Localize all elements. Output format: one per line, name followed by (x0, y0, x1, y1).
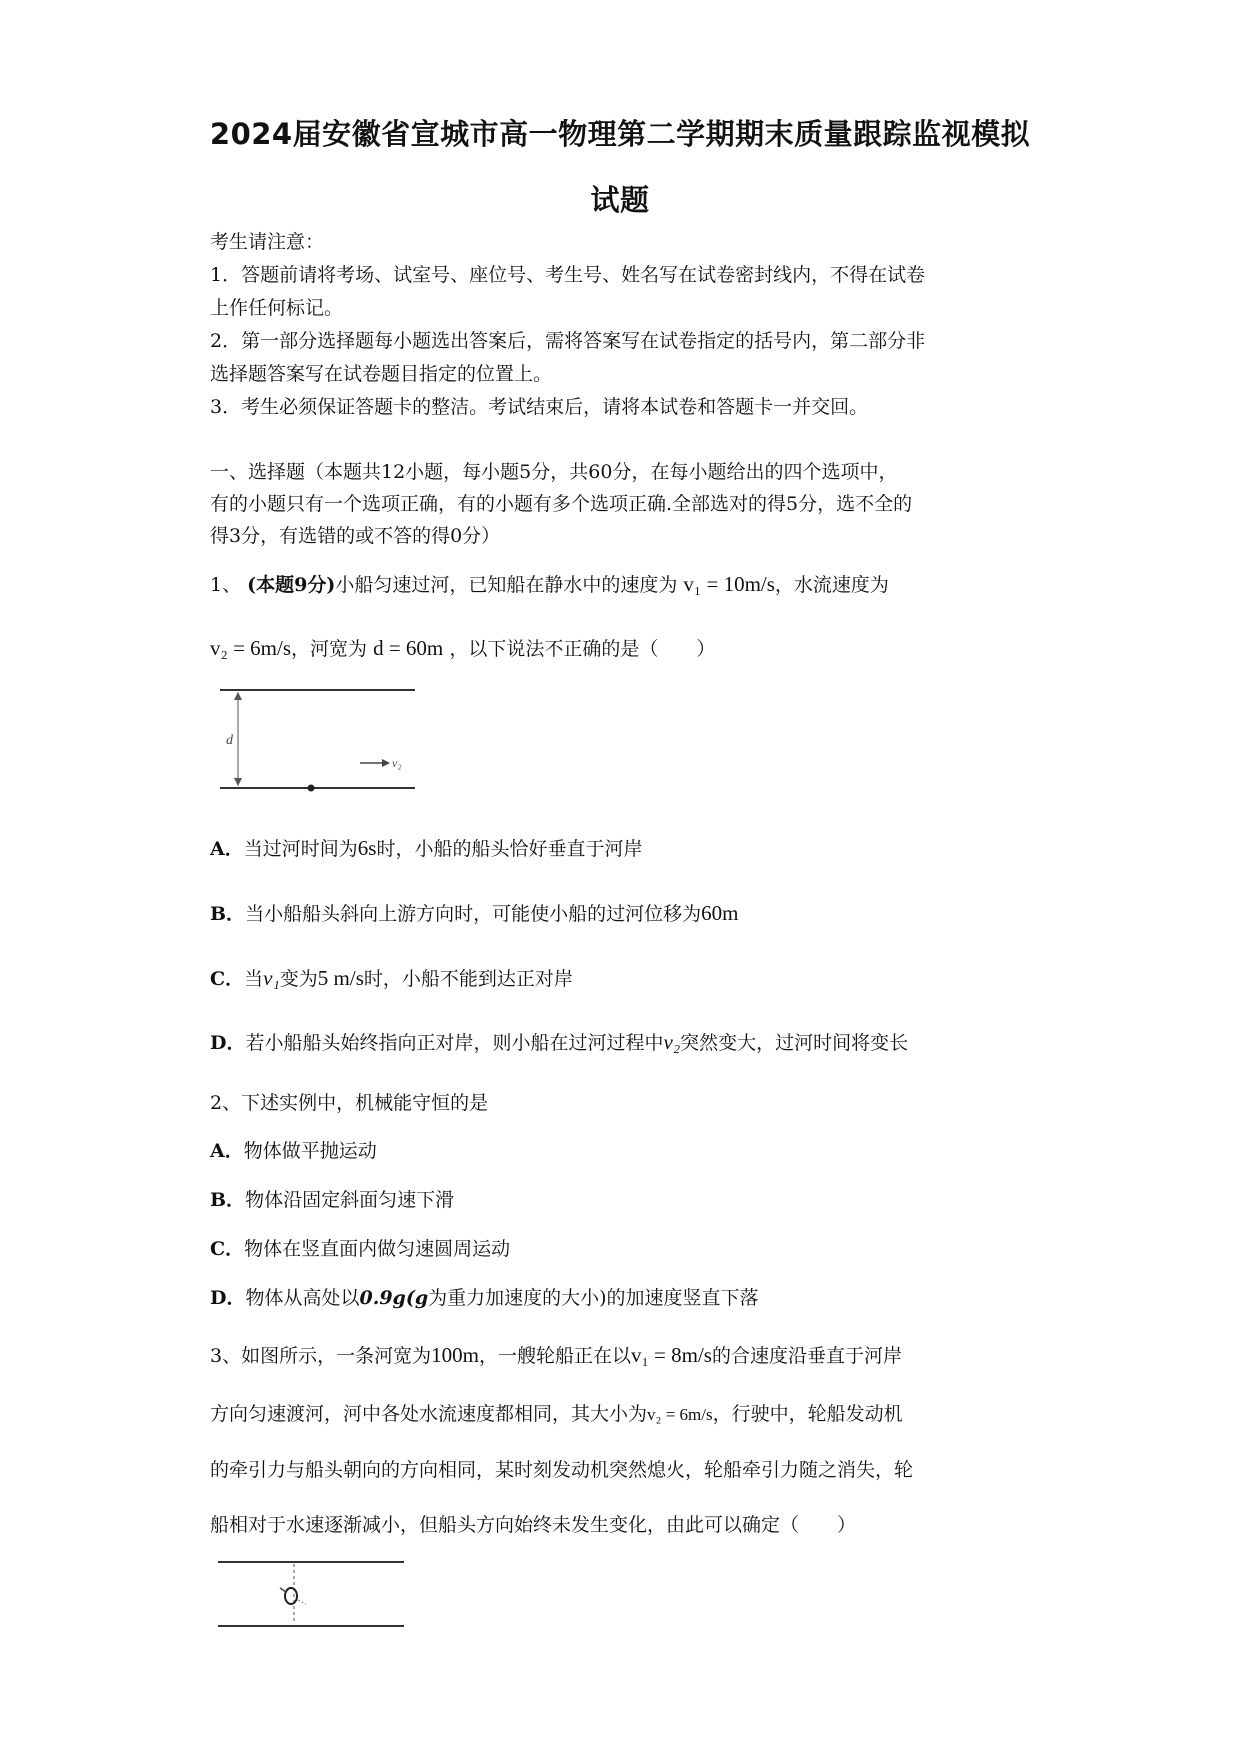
q1-text-end: ，水流速度为 (774, 574, 889, 596)
q2-d-text1: 物体从高处以 (245, 1287, 360, 1309)
q3-boat-icon (285, 1588, 297, 1604)
q1-d-text2: 突然变大，过河时间将变长 (680, 1032, 909, 1054)
q3-l1-a: 3、如图所示，一条河宽为 (210, 1345, 432, 1367)
q1-c-math: 5 m/s (317, 966, 364, 990)
q3-l2-a: 方向匀速渡河，河中各处水流速度都相同，其大小为 (210, 1403, 648, 1425)
q2-c-label: C． (210, 1238, 245, 1260)
q1-boat-dot (308, 785, 315, 792)
q2-option-c (210, 1237, 510, 1261)
q2-d-text2: 为重力加速度的大小)的加速度竖直下落 (428, 1287, 759, 1309)
q1-v2: v₂ = 6m/s (210, 636, 292, 660)
q3-l1-b: ，一艘轮船正在以 (478, 1345, 631, 1367)
q2-b-label: B． (210, 1189, 246, 1211)
q3-river-figure (210, 1548, 410, 1638)
q1-stem-line1 (210, 572, 889, 597)
q3-stem-line1 (210, 1343, 902, 1368)
q1-c-text1: 当 (244, 968, 264, 990)
q1-a-math: 6s (357, 836, 377, 860)
q1-v1: v₁ = 10m/s (683, 572, 775, 596)
q3-l1-c: 的合速度沿垂直于河岸 (711, 1345, 902, 1367)
notice-3: 3．考生必须保证答题卡的整洁。考试结束后，请将本试卷和答题卡一并交回。 (210, 396, 869, 418)
q3-stem-line4: 船相对于水速逐渐减小，但船头方向始终未发生变化，由此可以确定（ ） (210, 1514, 857, 1536)
q1-c-text2: 变为 (279, 968, 318, 990)
q1-d-label: D． (210, 1032, 246, 1054)
q2-option-b (210, 1188, 454, 1212)
q1-mid: ，河宽为 (291, 638, 368, 660)
q2-d-bold: 0.9g(g (359, 1287, 429, 1309)
q1-c-text3: 时，小船不能到达正对岸 (363, 968, 573, 990)
q1-points: (本题9分) (247, 574, 336, 596)
q2-b-text: 物体沿固定斜面匀速下滑 (245, 1189, 455, 1211)
section-heading-a: 一、选择题（本题共12小题，每小题5分，共60分，在每小题给出的四个选项中， (210, 461, 898, 483)
q1-c-v1: v₁ (263, 966, 280, 990)
q1-b-label: B． (210, 903, 246, 925)
q1-option-d (210, 1030, 908, 1055)
q2-d-label: D． (210, 1287, 246, 1309)
q2-option-d (210, 1286, 759, 1310)
doc-title-line1: 2024届安徽省宣城市高一物理第二学期期末质量跟踪监视模拟 (209, 117, 1031, 151)
q2-c-text: 物体在竖直面内做匀速圆周运动 (244, 1238, 511, 1260)
q3-l2-b: ，行驶中，轮船发动机 (712, 1403, 903, 1425)
q1-option-c (210, 966, 573, 991)
q3-l1-m2: v₁ = 8m/s (630, 1343, 712, 1367)
q1-fig-d-label: d (226, 733, 233, 748)
q2-option-a (210, 1139, 377, 1163)
q3-stem-line2 (210, 1402, 903, 1427)
q1-b-text1: 当小船船头斜向上游方向时，可能使小船的过河位移为 (245, 903, 702, 925)
notice-title: 考生请注意： (210, 231, 325, 253)
q1-a-label: A． (210, 838, 244, 860)
q1-d-v2: v₂ (663, 1030, 681, 1054)
q1-river-figure (210, 678, 430, 798)
notice-1b: 上作任何标记。 (210, 297, 344, 319)
q1-d-text1: 若小船船头始终指向正对岸，则小船在过河过程中 (245, 1032, 664, 1054)
q2-a-label: A． (210, 1140, 244, 1162)
q1-stem-line2 (210, 636, 715, 661)
q3-l1-m1: 100m (431, 1343, 479, 1367)
q3-l2-m: v₂ = 6m/s (647, 1405, 713, 1424)
doc-title-line2: 试题 (590, 183, 650, 217)
q2-stem: 2、下述实例中，机械能守恒的是 (210, 1092, 489, 1114)
notice-2b: 选择题答案写在试卷题目指定的位置上。 (210, 363, 553, 385)
q1-d: d = 60m (373, 636, 444, 660)
q1-option-a (210, 836, 642, 861)
q1-text: 小船匀速过河，已知船在静水中的速度为 (335, 574, 678, 596)
q1-fig-v2-label: v₂ (392, 756, 402, 770)
section-heading-c: 得3分，有选错的或不答的得0分） (210, 525, 501, 547)
q1-a-text2: 时，小船的船头恰好垂直于河岸 (376, 838, 643, 860)
q1-number: 1、 (210, 574, 242, 596)
notice-1a: 1．答题前请将考场、试室号、座位号、考生号、姓名写在试卷密封线内，不得在试卷 (210, 264, 926, 286)
section-heading-b: 有的小题只有一个选项正确，有的小题有多个选项正确.全部选对的得5分，选不全的 (210, 493, 913, 515)
notice-2a: 2．第一部分选择题每小题选出答案后，需将答案写在试卷指定的括号内，第二部分非 (210, 330, 926, 352)
q1-option-b (210, 901, 738, 926)
q1-end: ，以下说法不正确的是（ ） (449, 638, 716, 660)
q2-a-text: 物体做平抛运动 (243, 1140, 377, 1162)
q1-a-text1: 当过河时间为 (243, 838, 358, 860)
q1-c-label: C． (210, 968, 245, 990)
q3-stem-line3: 的牵引力与船头朝向的方向相同，某时刻发动机突然熄火，轮船牵引力随之消失，轮 (210, 1459, 914, 1481)
q1-b-math: 60m (701, 901, 739, 925)
